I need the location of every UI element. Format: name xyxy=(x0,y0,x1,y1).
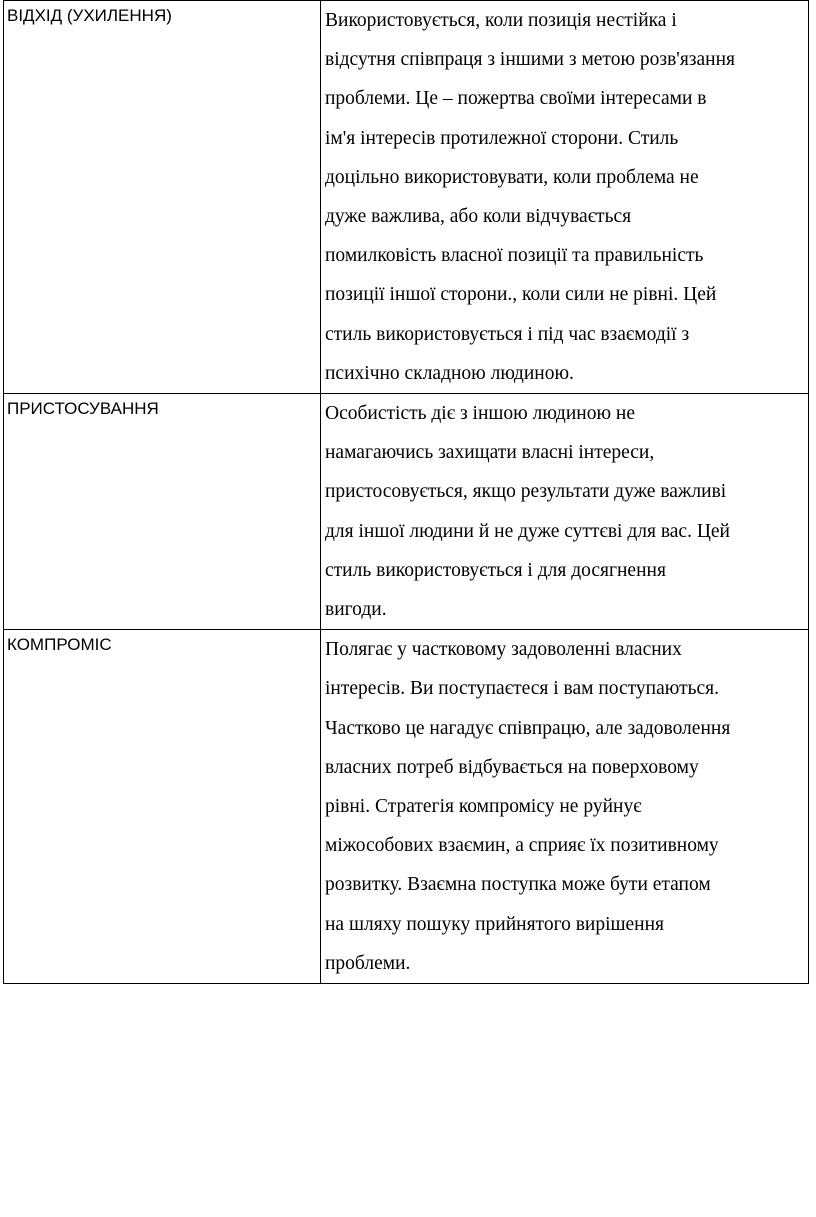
description-line: відсутня співпраця з іншими з метою розв'язання xyxy=(325,49,735,71)
description-text xyxy=(321,630,808,983)
description-line: стиль використовується і для досягнення xyxy=(325,559,666,581)
term-label: КОМПРОМІС xyxy=(7,635,112,655)
description-line: проблеми. xyxy=(325,952,411,974)
term-cell xyxy=(4,394,321,630)
description-line: рівні. Стратегія компромісу не руйнує xyxy=(325,796,642,818)
description-line: психічно складною людиною. xyxy=(325,362,574,384)
description-line: міжособових взаємин, а сприяє їх позитивному xyxy=(325,835,719,857)
description-text xyxy=(321,1,808,393)
description-line: на шляху пошуку прийнятого вирішення xyxy=(325,913,665,935)
description-line: Особистість діє з іншою людиною не xyxy=(325,403,635,425)
description-line: Використовується, коли позиція нестійка і xyxy=(325,10,677,31)
description-line: помилковість власної позиції та правильність xyxy=(325,245,704,267)
conflict-styles-table xyxy=(3,0,809,984)
description-line: проблеми. Це – пожертва своїми інтересами в xyxy=(325,88,707,110)
term-label: ВІДХІД (УХИЛЕННЯ) xyxy=(7,6,172,25)
description-line: Полягає у частковому задоволенні власних xyxy=(325,639,682,661)
description-line: ім'я інтересів протилежної сторони. Стиль xyxy=(325,127,679,149)
description-line: позиції іншої сторони., коли сили не рівні. Цей xyxy=(325,284,717,306)
description-cell xyxy=(321,630,809,984)
description-cell xyxy=(321,1,809,394)
table-row xyxy=(4,1,809,394)
description-line: дуже важлива, або коли відчувається xyxy=(325,206,632,228)
table-body xyxy=(4,1,809,984)
term-cell xyxy=(4,630,321,984)
term-label: ПРИСТОСУВАННЯ xyxy=(7,399,159,419)
description-line: доцільно використовувати, коли проблема не xyxy=(325,166,699,188)
description-line: власних потреб відбувається на поверховому xyxy=(325,756,699,778)
description-line: намагаючись захищати власні інтереси, xyxy=(325,442,655,464)
description-line: розвитку. Взаємна поступка може бути етапом xyxy=(325,874,711,896)
table-row xyxy=(4,630,809,984)
description-text xyxy=(321,394,808,629)
description-line: Частково це нагадує співпрацю, але задоволення xyxy=(325,717,731,739)
description-cell xyxy=(321,394,809,630)
description-line: стиль використовується і під час взаємодії з xyxy=(325,323,690,345)
description-line: для іншої людини й не дуже суттєві для вас. Цей xyxy=(325,520,730,542)
term-cell xyxy=(4,1,321,394)
table-row xyxy=(4,394,809,630)
description-line: інтересів. Ви поступаєтеся і вам поступаються. xyxy=(325,678,719,700)
description-line: вигоди. xyxy=(325,599,387,621)
description-line: пристосовується, якщо результати дуже важливі xyxy=(325,481,727,503)
